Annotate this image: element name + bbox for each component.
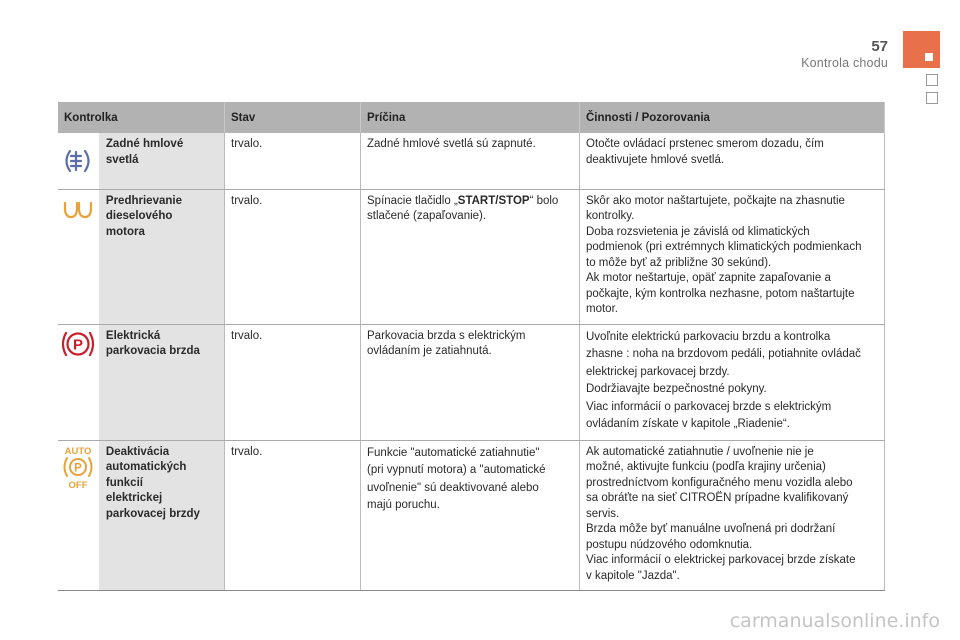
icon-cell [58,440,99,591]
chapter-box-1 [926,74,938,86]
svg-text:P: P [74,462,83,474]
cause-line: ovládaním je zatiahnutá. [367,345,492,357]
watermark: carmanualsonline.info [729,610,940,632]
light-name-line: parkovacej brzdy [105,507,200,520]
icon-cell [58,324,99,440]
table-row [58,133,885,189]
action-line: Ak motor neštartuje, opäť zapnite zapaľovanie a [586,272,831,284]
cause-suffix: “ bolo [529,194,559,207]
action-line: prostredníctvom konfiguračného menu vozidla alebo [586,476,853,489]
warning-lights-table [58,102,885,591]
action-line: kontrolky. [586,210,635,222]
chapter-tab-marker [925,53,933,61]
cause-line: Funkcie "automatické zatiahnutie" [367,446,540,459]
light-name-line: Deaktivácia [105,445,170,458]
column-header-kontrolka: Kontrolka [58,102,225,133]
light-name-cell [99,189,225,324]
action-line: Dodržiavajte bezpečnostné pokyny. [586,383,767,395]
light-name-line: dieselového [105,210,173,222]
action-line: to môže byť až približne 30 sekúnd). [586,256,772,269]
action-line: Uvoľnite elektrickú parkovaciu brzdu a kontrolka [586,330,831,343]
electric-parking-brake-icon [60,329,96,359]
cause-line [367,194,573,210]
light-name-cell [99,440,225,591]
action-line: Ak automatické zatiahnutie / uvoľnenie nie je [586,445,814,458]
action-cell [580,189,885,324]
light-name-line: elektrickej [105,492,163,504]
light-name-line: Predhrievanie [105,194,182,207]
table-row [58,189,885,324]
cause-cell [361,189,580,324]
action-line: postupu núdzového odomknutia. [586,538,753,551]
light-name-line: funkcií [105,476,143,489]
action-line: Doba rozsvietenia je závislá od klimatických [586,225,810,238]
cause-prefix: Spínacie tlačidlo „ [367,194,458,207]
chapter-tab [903,31,940,68]
action-line: podmienok (pri extrémnych klimatických podmienkach [586,241,862,253]
action-line: elektrickej parkovacej brzdy. [586,365,730,378]
action-line: počkajte, kým kontrolka nezhasne, potom naštartujte [586,287,855,300]
action-cell [580,133,885,189]
action-line: možné, aktivujte funkciu (podľa krajiny určenia) [586,461,826,473]
column-header-pricina: Príčina [361,102,580,133]
status-cell: trvalo. [225,133,361,189]
rear-fog-light-icon [61,148,95,174]
light-name-line: Elektrická [105,329,161,342]
action-line: sa obráťte na sieť CITROËN prípadne kvalifikovaný [586,492,849,504]
column-header-cinnosti: Činnosti / Pozorovania [580,102,885,133]
cause-line: majú poruchu. [367,499,440,511]
page-number: 57 [871,38,888,55]
cause-line: Parkovacia brzda s elektrickým [367,329,526,342]
chapter-box-2 [926,92,938,104]
light-name-line: Zadné hmlové [105,138,184,150]
cause-cell [361,440,580,591]
status-cell: trvalo. [225,440,361,591]
action-cell [580,440,885,591]
status-cell: trvalo. [225,189,361,324]
light-name-cell [99,324,225,440]
svg-text:OFF: OFF [68,479,88,491]
light-name-cell [99,133,225,189]
light-name-line: motora [105,225,145,238]
icon-cell [58,133,99,189]
action-line: motor. [586,303,618,315]
action-line: zhasne : noha na brzdovom pedáli, potiahnite ovládač [586,348,861,360]
action-cell [580,324,885,440]
table-row [58,324,885,440]
cause-line: stlačené (zapaľovanie). [367,210,487,222]
light-name-line: svetlá [105,153,139,166]
cause-line: Zadné hmlové svetlá sú zapnuté. [367,138,536,150]
cause-line: uvoľnenie" sú deaktivované alebo [367,481,539,494]
action-line: Brzda môže byť manuálne uvoľnená pri dodržaní [586,523,836,535]
action-line: Viac informácií o parkovacej brzde s elektrickým [586,400,832,413]
icon-cell [58,189,99,324]
action-line: deaktivujete hmlové svetlá. [586,153,725,166]
glow-plug-icon [62,200,94,220]
section-title: Kontrola chodu [801,56,888,70]
cause-line: (pri vypnutí motora) a "automatické [367,464,546,476]
action-line: Viac informácií o elektrickej parkovacej brzde získate [586,554,856,566]
start-stop-label: START/STOP [457,194,530,207]
status-cell: trvalo. [225,324,361,440]
column-header-stav: Stav [225,102,361,133]
table-header-row [58,102,885,133]
action-line: Otočte ovládací prstenec smerom dozadu, čím [586,138,824,150]
auto-parking-brake-off-icon [60,445,96,491]
action-line: v kapitole "Jazda". [586,569,680,582]
cause-cell [361,133,580,189]
svg-text:P: P [73,336,84,353]
svg-text:AUTO: AUTO [65,445,92,457]
light-name-line: parkovacia brzda [105,345,200,357]
action-line: ovládaním získate v kapitole „Riadenie“. [586,418,790,430]
table-row [58,440,885,591]
cause-cell [361,324,580,440]
action-line: Skôr ako motor naštartujete, počkajte na zhasnutie [586,194,845,207]
action-line: servis. [586,507,620,520]
light-name-line: automatických [105,461,187,473]
